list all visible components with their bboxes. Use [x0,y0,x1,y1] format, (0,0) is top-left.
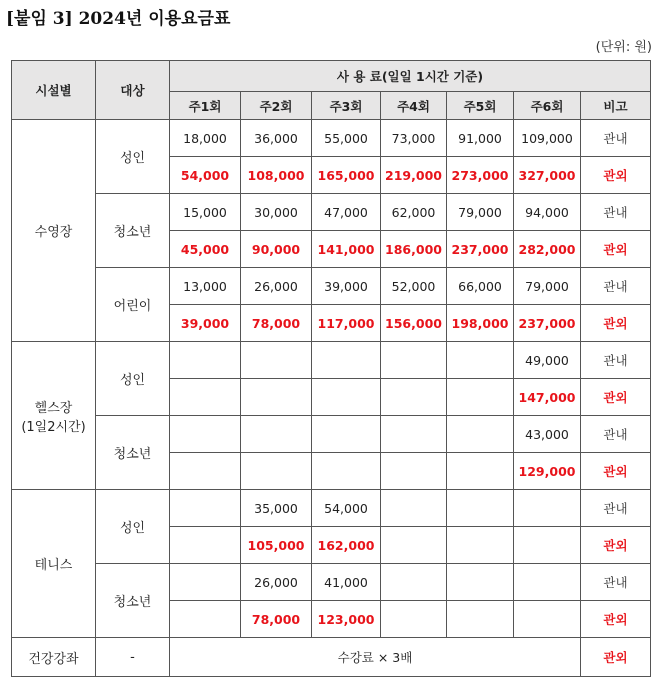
fee-cell: 156,000 [381,305,447,342]
target-cell: - [96,638,170,677]
fee-cell: 282,000 [514,231,581,268]
fee-cell: 237,000 [447,231,514,268]
fee-cell: 78,000 [241,305,312,342]
fee-cell [170,416,241,453]
facility-cell: 수영장 [12,120,96,342]
fee-cell [381,564,447,601]
remark-cell: 관내 [581,564,651,601]
fee-cell [514,601,581,638]
fee-cell [447,527,514,564]
fee-cell [170,379,241,416]
fee-table-body [12,120,651,677]
fee-cell: 30,000 [241,194,312,231]
fee-cell: 123,000 [312,601,381,638]
header-facility: 시설별 [12,61,96,120]
fee-cell [170,564,241,601]
table-row [12,342,651,379]
header-remark: 비고 [581,92,651,120]
remark-cell: 관외 [581,453,651,490]
fee-cell: 78,000 [241,601,312,638]
fee-cell: 237,000 [514,305,581,342]
fee-cell: 79,000 [447,194,514,231]
fee-cell: 26,000 [241,268,312,305]
fee-cell: 141,000 [312,231,381,268]
fee-cell [447,379,514,416]
fee-cell: 105,000 [241,527,312,564]
fee-cell: 273,000 [447,157,514,194]
facility-cell: 건강강좌 [12,638,96,677]
remark-cell: 관내 [581,120,651,157]
fee-cell [170,342,241,379]
fee-table [11,60,651,677]
fee-cell [447,490,514,527]
remark-cell: 관내 [581,194,651,231]
table-row [12,638,651,677]
remark-cell: 관내 [581,490,651,527]
fee-cell: 13,000 [170,268,241,305]
fee-cell [447,601,514,638]
fee-cell [170,453,241,490]
fee-cell: 129,000 [514,453,581,490]
fee-cell: 54,000 [170,157,241,194]
facility-cell: 테니스 [12,490,96,638]
fee-cell: 162,000 [312,527,381,564]
fee-cell: 79,000 [514,268,581,305]
fee-cell: 108,000 [241,157,312,194]
fee-cell: 수강료 × 3배 [170,638,581,677]
remark-cell: 관외 [581,527,651,564]
fee-cell: 47,000 [312,194,381,231]
fee-cell [381,416,447,453]
target-cell: 성인 [96,120,170,194]
remark-cell: 관외 [581,157,651,194]
fee-cell: 35,000 [241,490,312,527]
fee-cell: 198,000 [447,305,514,342]
fee-cell [447,453,514,490]
fee-cell: 39,000 [312,268,381,305]
fee-cell: 186,000 [381,231,447,268]
remark-cell: 관내 [581,268,651,305]
header-target: 대상 [96,61,170,120]
header-week-6: 주6회 [514,92,581,120]
document-title: [붙임 3] 2024년 이용요금표 [6,9,231,29]
fee-cell: 327,000 [514,157,581,194]
fee-cell [381,527,447,564]
fee-cell [170,490,241,527]
fee-cell [381,342,447,379]
fee-cell: 49,000 [514,342,581,379]
header-week-3: 주3회 [312,92,381,120]
fee-cell [514,490,581,527]
fee-cell: 90,000 [241,231,312,268]
fee-cell [381,453,447,490]
target-cell: 어린이 [96,268,170,342]
fee-cell [241,416,312,453]
table-row [12,194,651,231]
fee-cell: 109,000 [514,120,581,157]
fee-cell: 52,000 [381,268,447,305]
fee-cell [241,342,312,379]
remark-cell: 관내 [581,416,651,453]
fee-cell: 62,000 [381,194,447,231]
fee-cell: 219,000 [381,157,447,194]
unit-note: (단위: 원) [595,40,652,55]
table-row [12,490,651,527]
fee-cell [381,601,447,638]
fee-cell: 43,000 [514,416,581,453]
fee-cell: 66,000 [447,268,514,305]
header-week-2: 주2회 [241,92,312,120]
fee-cell [312,342,381,379]
remark-cell: 관외 [581,601,651,638]
target-cell: 성인 [96,490,170,564]
fee-cell: 41,000 [312,564,381,601]
fee-cell [447,564,514,601]
target-cell: 성인 [96,342,170,416]
target-cell: 청소년 [96,194,170,268]
remark-cell: 관외 [581,379,651,416]
fee-cell [514,564,581,601]
fee-cell: 165,000 [312,157,381,194]
header-week-1: 주1회 [170,92,241,120]
fee-cell [241,453,312,490]
fee-cell [514,527,581,564]
remark-cell: 관외 [581,305,651,342]
fee-cell: 55,000 [312,120,381,157]
fee-cell: 15,000 [170,194,241,231]
fee-cell: 45,000 [170,231,241,268]
fee-cell [170,527,241,564]
fee-cell: 36,000 [241,120,312,157]
fee-cell: 94,000 [514,194,581,231]
fee-cell: 54,000 [312,490,381,527]
fee-cell [447,416,514,453]
fee-cell [241,379,312,416]
fee-cell: 73,000 [381,120,447,157]
table-row [12,564,651,601]
fee-cell [312,416,381,453]
fee-cell: 26,000 [241,564,312,601]
fee-cell [170,601,241,638]
fee-cell: 147,000 [514,379,581,416]
fee-cell: 91,000 [447,120,514,157]
fee-cell [312,379,381,416]
header-usage-fee: 사 용 료(일일 1시간 기준) [170,61,651,92]
fee-cell [381,490,447,527]
table-row [12,120,651,157]
remark-cell: 관외 [581,638,651,677]
fee-cell: 39,000 [170,305,241,342]
header-week-5: 주5회 [447,92,514,120]
header-week-4: 주4회 [381,92,447,120]
target-cell: 청소년 [96,416,170,490]
fee-cell [381,379,447,416]
facility-cell: 헬스장 (1일2시간) [12,342,96,490]
table-row [12,268,651,305]
fee-cell [312,453,381,490]
target-cell: 청소년 [96,564,170,638]
table-row [12,416,651,453]
remark-cell: 관내 [581,342,651,379]
remark-cell: 관외 [581,231,651,268]
fee-cell [447,342,514,379]
fee-cell: 117,000 [312,305,381,342]
fee-cell: 18,000 [170,120,241,157]
